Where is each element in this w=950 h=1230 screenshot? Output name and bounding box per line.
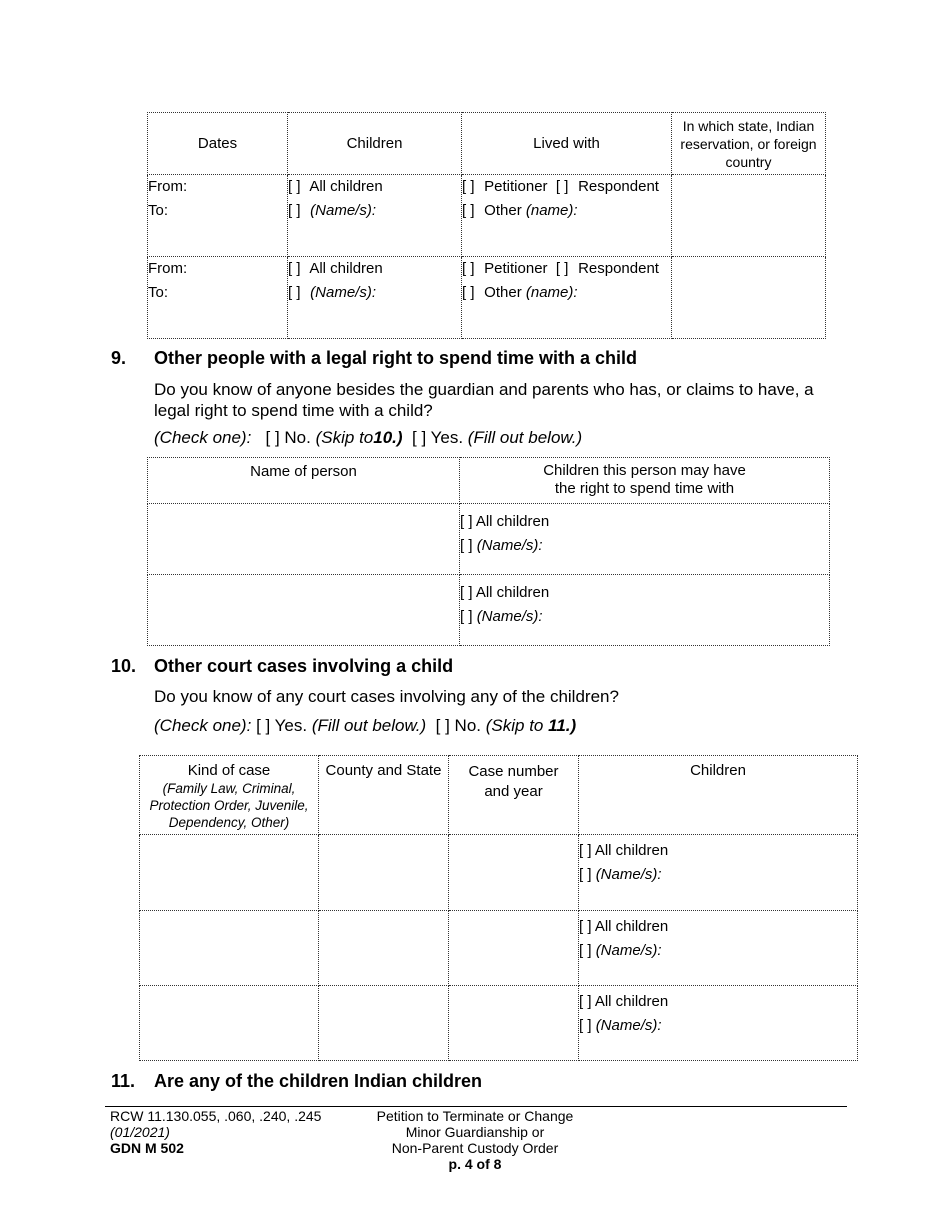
header-kind-of-case-examples: (Family Law, Criminal, Protection Order, Juvenile, Dependency, Other): [149, 781, 309, 830]
location-cell[interactable]: [672, 257, 826, 339]
section-9-title: Other people with a legal right to spend time with a child: [154, 348, 638, 368]
other-name-label: (name):: [525, 202, 578, 219]
section-11-title: Are any of the children Indian children: [154, 1071, 483, 1091]
section-10-title: Other court cases involving a child: [154, 656, 454, 676]
respondent-label: Respondent: [578, 260, 659, 277]
to-label: To:: [148, 284, 169, 301]
kind-of-case-cell[interactable]: [140, 986, 319, 1061]
table-row: [148, 575, 830, 646]
other-name-label: (name):: [525, 284, 578, 301]
case-number-cell[interactable]: [449, 835, 579, 911]
section-11-number: 11.: [111, 1071, 136, 1091]
skip-to-label: (Skip to: [315, 428, 374, 447]
footer-date: (01/2021): [110, 1124, 170, 1140]
table-row: [148, 504, 830, 575]
skip-to-number: 11.): [548, 716, 577, 735]
names-checkbox[interactable]: [ ]: [288, 284, 301, 301]
all-children-option[interactable]: [ ] All children: [579, 842, 669, 859]
header-children-line2: the right to spend time with: [554, 480, 735, 497]
petitioner-checkbox[interactable]: [ ]: [462, 260, 475, 277]
names-label: (Name/s):: [476, 537, 543, 554]
footer-title-line3: Non-Parent Custody Order: [391, 1140, 559, 1156]
respondent-label: Respondent: [578, 178, 659, 195]
no-checkbox[interactable]: [ ]: [265, 428, 280, 447]
footer-form-number: GDN M 502: [110, 1140, 184, 1156]
check-one-label: (Check one):: [154, 716, 252, 735]
all-children-option[interactable]: [ ] All children: [579, 918, 669, 935]
names-checkbox[interactable]: [ ]: [288, 202, 301, 219]
no-checkbox[interactable]: [ ]: [435, 716, 450, 735]
yes-checkbox[interactable]: [ ]: [256, 716, 271, 735]
table-row: [148, 257, 826, 339]
header-name-of-person: Name of person: [148, 458, 460, 504]
names-label: (Name/s):: [595, 866, 662, 883]
case-number-cell[interactable]: [449, 986, 579, 1061]
section-10-question: Do you know of any court cases involving any of the children?: [154, 687, 619, 706]
court-cases-table: [139, 755, 858, 1061]
footer-page-number: p. 4 of 8: [448, 1156, 502, 1172]
footer-left: [110, 1108, 321, 1156]
fill-out-label: (Fill out below.): [311, 716, 427, 735]
header-children: Children: [288, 113, 462, 175]
footer-rcw: RCW 11.130.055, .060, .240, .245: [110, 1108, 322, 1124]
all-children-label: All children: [309, 260, 383, 277]
county-state-cell[interactable]: [319, 911, 449, 986]
names-checkbox[interactable]: [ ]: [579, 1017, 592, 1034]
residence-history-table: [147, 112, 826, 339]
names-checkbox[interactable]: [ ]: [579, 942, 592, 959]
footer-divider: [105, 1106, 847, 1107]
header-case-number: Case number and year: [449, 756, 579, 835]
footer-title-line2: Minor Guardianship or: [405, 1124, 545, 1140]
all-children-option[interactable]: [ ] All children: [460, 584, 550, 601]
all-children-checkbox[interactable]: [ ]: [288, 178, 301, 195]
table-row: [140, 911, 858, 986]
other-label: Other: [484, 284, 522, 301]
yes-label: Yes.: [274, 716, 308, 735]
header-county-and-state: County and State: [319, 756, 449, 835]
yes-checkbox[interactable]: [ ]: [412, 428, 427, 447]
section-10-check-one: [154, 715, 576, 736]
all-children-option[interactable]: [ ] All children: [460, 513, 550, 530]
name-of-person-cell[interactable]: [148, 504, 460, 575]
respondent-checkbox[interactable]: [ ]: [555, 178, 569, 195]
names-label: (Name/s):: [595, 1017, 662, 1034]
kind-of-case-cell[interactable]: [140, 911, 319, 986]
kind-of-case-cell[interactable]: [140, 835, 319, 911]
header-location: In which state, Indian reservation, or foreign country: [672, 113, 826, 175]
petitioner-label: Petitioner: [484, 260, 548, 277]
no-label: No.: [284, 428, 311, 447]
header-children-line1: Children this person may have: [543, 462, 746, 479]
header-children: Children: [579, 756, 858, 835]
respondent-checkbox[interactable]: [ ]: [555, 260, 569, 277]
section-9-number: 9.: [111, 348, 127, 368]
section-9-check-one: [154, 427, 582, 448]
names-label: (Name/s):: [476, 608, 543, 625]
header-kind-of-case: Kind of case: [187, 762, 271, 779]
check-one-label: (Check one):: [154, 428, 252, 447]
section-10-number: 10.: [111, 656, 137, 676]
other-label: Other: [484, 202, 522, 219]
skip-to-label: (Skip to: [485, 716, 544, 735]
other-checkbox[interactable]: [ ]: [462, 284, 475, 301]
to-label: To:: [148, 202, 169, 219]
legal-right-table: [147, 457, 830, 646]
other-checkbox[interactable]: [ ]: [462, 202, 475, 219]
case-number-cell[interactable]: [449, 911, 579, 986]
petitioner-label: Petitioner: [484, 178, 548, 195]
name-of-person-cell[interactable]: [148, 575, 460, 646]
all-children-option[interactable]: [ ] All children: [579, 993, 669, 1010]
section-9-question: Do you know of anyone besides the guardian and parents who has, or claims to have, a legal right to spend time with a child?: [154, 380, 814, 420]
names-label: (Name/s):: [310, 202, 377, 219]
yes-label: Yes.: [430, 428, 464, 447]
table-row: [140, 986, 858, 1061]
all-children-label: All children: [309, 178, 383, 195]
location-cell[interactable]: [672, 175, 826, 257]
county-state-cell[interactable]: [319, 835, 449, 911]
petitioner-checkbox[interactable]: [ ]: [462, 178, 475, 195]
no-label: No.: [454, 716, 482, 735]
table-row: [140, 835, 858, 911]
header-dates: Dates: [148, 113, 288, 175]
from-label: From:: [148, 260, 188, 277]
footer-center: [355, 1108, 595, 1172]
fill-out-label: (Fill out below.): [467, 428, 583, 447]
names-label: (Name/s):: [310, 284, 377, 301]
footer-title-line1: Petition to Terminate or Change: [376, 1108, 574, 1124]
names-label: (Name/s):: [595, 942, 662, 959]
names-checkbox[interactable]: [ ]: [579, 866, 592, 883]
county-state-cell[interactable]: [319, 986, 449, 1061]
table-row: [148, 175, 826, 257]
from-label: From:: [148, 178, 188, 195]
all-children-checkbox[interactable]: [ ]: [288, 260, 301, 277]
names-checkbox[interactable]: [ ]: [460, 537, 473, 554]
header-lived-with: Lived with: [462, 113, 672, 175]
names-checkbox[interactable]: [ ]: [460, 608, 473, 625]
skip-to-number: 10.): [373, 428, 403, 447]
